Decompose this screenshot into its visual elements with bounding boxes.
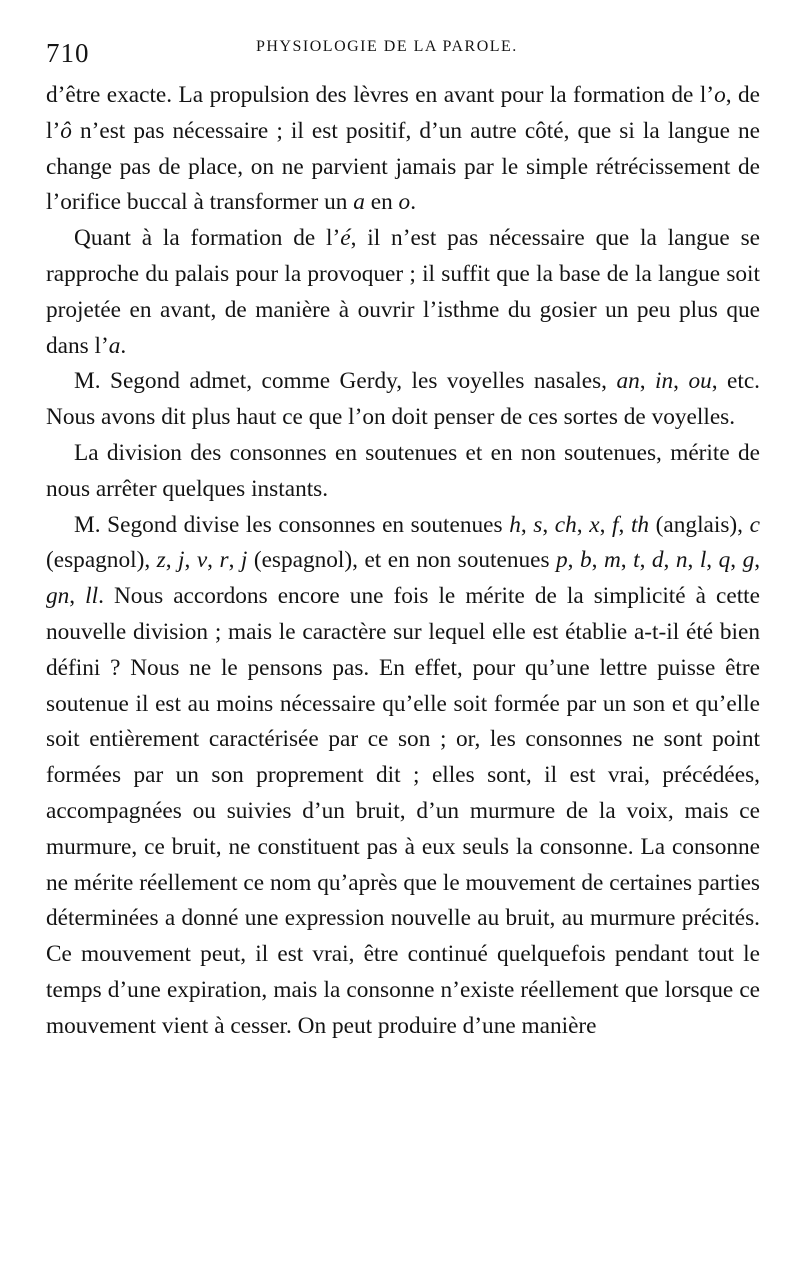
paragraph: [46, 78, 760, 221]
italic-text: ll: [85, 583, 99, 610]
italic-text: q: [718, 547, 731, 574]
italic-text: o: [714, 82, 726, 108]
text-fragment: ,: [207, 547, 220, 574]
text-fragment: , il n’est pas nécessaire que la langue se rapproche du palais pour la provoquer ; il suffit que la base de la langue soit projetée en avant, de manière à ouvrir l’isthme du gosier un peu plus que dans l’: [46, 225, 761, 359]
text-fragment: (espagnol), et en non soutenues: [247, 547, 556, 574]
italic-text: l: [699, 547, 707, 574]
text-fragment: ,: [591, 547, 604, 574]
italic-text: m: [603, 547, 621, 574]
italic-text: in: [655, 368, 674, 395]
text-fragment: ,: [730, 547, 743, 574]
italic-text: v: [196, 547, 208, 574]
italic-text: j: [240, 547, 248, 574]
text-fragment: ,: [567, 547, 580, 574]
text-fragment: M. Segond divise les consonnes en soutenues: [74, 511, 510, 538]
text-fragment: en: [364, 189, 399, 216]
italic-text: r: [219, 547, 229, 574]
text-fragment: ,: [639, 547, 652, 574]
paragraph: [46, 508, 760, 1045]
italic-text: é: [340, 225, 351, 252]
italic-text: g: [742, 547, 755, 574]
italic-text: a: [353, 189, 365, 216]
text-fragment: (anglais),: [649, 511, 750, 538]
text-fragment: ,: [228, 547, 241, 574]
text-fragment: ,: [673, 368, 689, 395]
italic-text: n: [675, 547, 688, 574]
text-fragment: ,: [639, 368, 656, 395]
text-fragment: , etc. Nous avons dit plus haut ce que l’on doit penser de ces sortes de voyelles.: [46, 368, 760, 431]
paragraph: [46, 364, 760, 436]
text-fragment: Quant à la formation de l’: [74, 225, 341, 252]
text-fragment: ,: [599, 511, 613, 538]
italic-text: d: [651, 547, 664, 574]
running-title: PHYSIOLOGIE DE LA PAROLE.: [256, 38, 518, 55]
text-fragment: (espagnol),: [46, 547, 157, 574]
italic-text: th: [630, 511, 650, 538]
italic-text: p: [556, 547, 568, 574]
body-text: [46, 78, 760, 1045]
text-fragment: ,: [620, 547, 634, 574]
italic-text: ch: [554, 511, 577, 538]
book-page: [46, 30, 760, 1045]
italic-text: ou: [688, 368, 712, 395]
text-fragment: M. Segond admet, comme Gerdy, les voyelles nasales,: [74, 368, 617, 395]
paragraph: [46, 221, 760, 364]
text-fragment: , de l’: [46, 82, 760, 144]
italic-text: z: [156, 547, 166, 574]
italic-text: ô: [60, 117, 72, 144]
italic-text: j: [178, 547, 185, 574]
text-fragment: d’être exacte. La propulsion des lèvres en avant pour la formation de l’: [46, 82, 715, 108]
italic-text: gn: [46, 583, 70, 610]
italic-text: s: [533, 511, 543, 538]
page-number: 710: [46, 38, 90, 68]
text-fragment: ,: [754, 547, 761, 574]
running-head: [46, 30, 760, 70]
text-fragment: ,: [542, 511, 555, 538]
text-fragment: n’est pas nécessaire ; il est positif, d’un autre côté, que si la langue ne change pas de place, on ne parvient jamais par le simple rétrécissement de l’orifice buccal à transformer un: [46, 117, 760, 216]
italic-text: a: [108, 332, 121, 359]
italic-text: t: [633, 547, 640, 574]
text-fragment: . Nous accordons encore une fois le mérite de la simplicité à cette nouvelle division ; mais le caractère sur lequel elle est établie a-t-il été bien défini ? Nous ne le pensons pas. En effet, pour qu’une lettre puisse être soutenue il est au moins nécessaire qu’elle soit formée par un son et qu’elle soit entièrement caractérisée par ce son ; or, les consonnes ne sont point formées par un son proprement dit ; elles sont, il est vrai, précédées, accompagnées ou suivies d’un bruit, d’un murmure de la voix, mais ce murmure, ce bruit, ne constituent pas à eux seuls la consonne. La consonne ne mérite réellement ce nom qu’après que le mouvement de certaines parties déterminées a donné une expression nouvelle au bruit, au murmure précités. Ce mouvement peut, il est vrai, être continué quelquefois pendant tout le temps d’une expiration, mais la consonne n’existe réellement que lorsque ce mouvement vient à cesser. On peut produire d’une manière: [46, 583, 760, 1039]
text-fragment: .: [120, 332, 127, 359]
text-fragment: .: [410, 189, 417, 216]
text-fragment: ,: [706, 547, 719, 574]
italic-text: x: [589, 511, 600, 538]
text-fragment: ,: [663, 547, 676, 574]
text-fragment: ,: [184, 547, 197, 574]
text-fragment: ,: [69, 583, 86, 610]
italic-text: f: [612, 511, 619, 538]
text-fragment: ,: [576, 511, 590, 538]
paragraph: [46, 436, 760, 508]
italic-text: b: [579, 547, 592, 574]
text-fragment: ,: [687, 547, 700, 574]
italic-text: an: [616, 368, 640, 395]
italic-text: c: [749, 511, 760, 538]
text-fragment: ,: [520, 511, 534, 538]
text-fragment: ,: [165, 547, 179, 574]
text-fragment: La division des consonnes en soutenues et en non soutenues, mérite de nous arrêter quelques instants.: [46, 439, 760, 502]
text-fragment: ,: [618, 511, 631, 538]
italic-text: h: [509, 511, 521, 538]
italic-text: o: [398, 189, 411, 216]
